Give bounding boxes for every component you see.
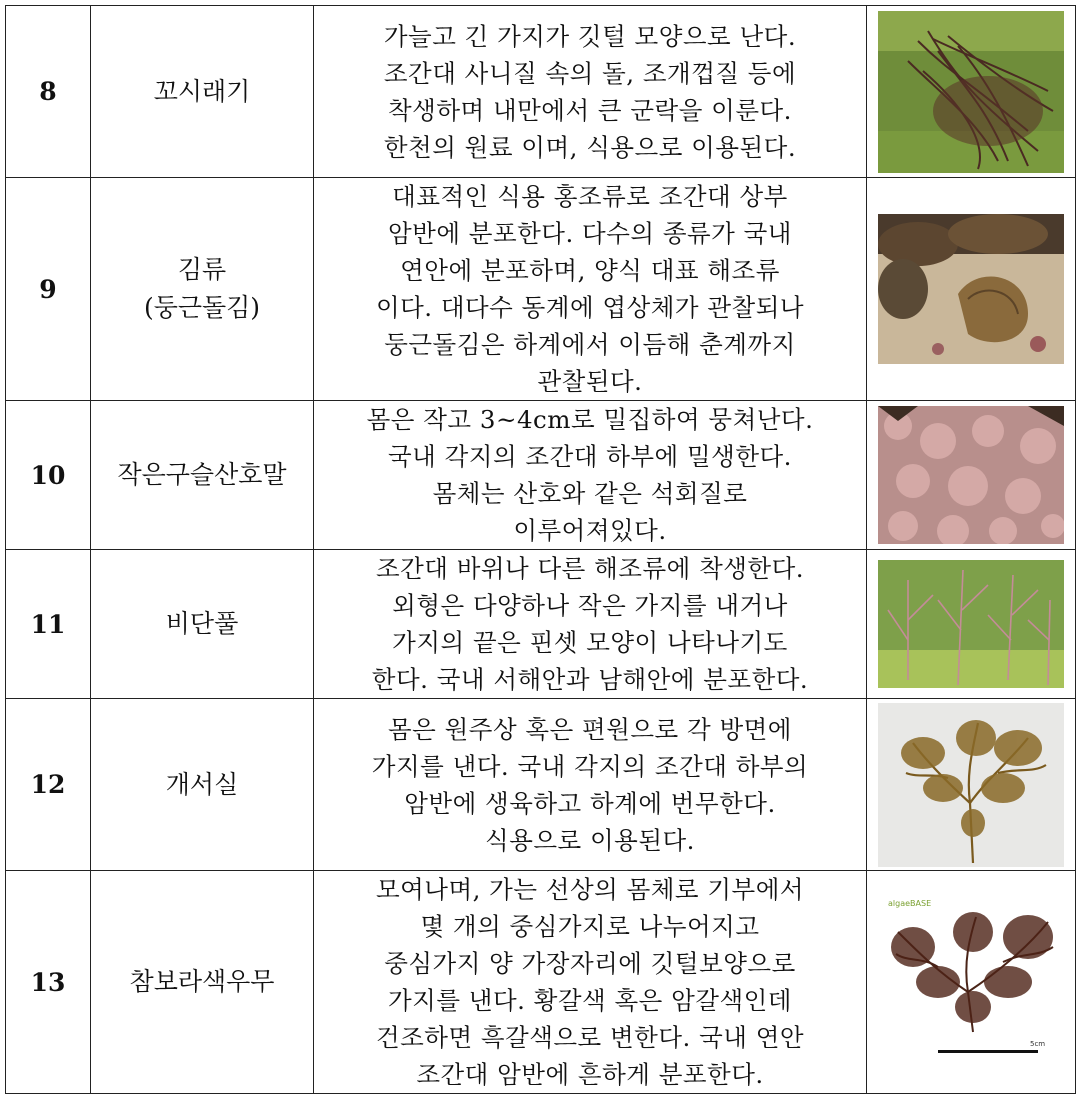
table-row [6,699,1076,871]
species-photo-cell [867,871,1076,1094]
description-line: 조간대 암반에 흔하게 분포한다. [416,1060,764,1089]
species-name-label: 비단풀 [165,609,239,638]
description-line: 가지의 끝은 핀셋 모양이 나타나기도 [392,628,788,657]
description-line: 가지를 낸다. 국내 각지의 조간대 하부의 [371,751,809,781]
description-line: 조간대 사니질 속의 돌, 조개껍질 등에 [383,58,797,88]
description-line: 한천의 원료 이며, 식용으로 이용된다. [383,132,797,162]
species-photo-cell [867,699,1076,871]
species-subname-label: (둥근돌김) [143,293,261,322]
row-number: 10 [6,401,91,550]
species-description [314,178,867,401]
description-line: 대표적인 식용 홍조류로 조간대 상부 [392,182,788,211]
species-name [91,178,314,401]
seaweed-photo-icon [878,703,1064,867]
species-name [91,6,314,178]
description-line: 외형은 다양하나 작은 가지를 내거나 [392,591,788,620]
species-name [91,699,314,871]
description-line: 암반에 생육하고 하계에 번무한다. [404,788,776,818]
description-line: 둥근돌김은 하계에서 이듬해 춘계까지 [384,330,796,359]
description-line: 몸은 원주상 혹은 편원으로 각 방면에 [388,714,792,744]
species-photo-cell [867,401,1076,550]
description-line: 몸체는 산호와 같은 석회질로 [432,479,748,508]
species-name-label: 개서실 [165,769,239,799]
row-number: 8 [6,6,91,178]
description-line: 착생하며 내만에서 큰 군락을 이룬다. [388,95,792,125]
description-line: 건조하면 흑갈색으로 변한다. 국내 연안 [375,1023,805,1052]
species-name [91,871,314,1094]
row-number: 12 [6,699,91,871]
seaweed-photo-icon [878,11,1064,173]
seaweed-photo-icon [878,214,1064,364]
species-name-label: 꼬시래기 [153,76,251,106]
species-description [314,6,867,178]
row-number: 13 [6,871,91,1094]
table-row [6,178,1076,401]
photo-scale-label: 5cm [1030,1040,1046,1048]
description-line: 한다. 국내 서해안과 남해안에 분포한다. [371,665,809,694]
description-line: 식용으로 이용된다. [485,825,695,855]
table-row [6,6,1076,178]
seaweed-photo-icon [878,560,1064,688]
species-name [91,401,314,550]
description-line: 이다. 대다수 동계에 엽상체가 관찰되나 [375,293,805,322]
photo-logo-label: algaeBASE [888,899,932,908]
seaweed-photo-icon [878,892,1064,1072]
species-description [314,550,867,699]
description-line: 모여나며, 가는 선상의 몸체로 기부에서 [375,875,805,904]
species-description [314,699,867,871]
species-name [91,550,314,699]
description-line: 몇 개의 중심가지로 나누어지고 [420,912,760,941]
species-photo-cell [867,550,1076,699]
species-name-label: 참보라색우무 [129,967,275,996]
table-row [6,401,1076,550]
description-line: 몸은 작고 3~4cm로 밀집하여 뭉쳐난다. [366,405,814,434]
species-photo-cell [867,178,1076,401]
seaweed-photo-icon [878,406,1064,544]
table-row [6,550,1076,699]
species-description [314,871,867,1094]
species-photo-cell [867,6,1076,178]
description-line: 조간대 바위나 다른 해조류에 착생한다. [375,554,805,583]
description-line: 가늘고 긴 가지가 깃털 모양으로 난다. [383,21,797,51]
algae-table [5,5,1076,1094]
species-description [314,401,867,550]
species-name-label: 김류 [177,255,227,284]
description-line: 연안에 분포하며, 양식 대표 해조류 [400,256,780,285]
description-line: 암반에 분포한다. 다수의 종류가 국내 [388,219,792,248]
description-line: 가지를 낸다. 황갈색 혹은 암갈색인데 [388,986,792,1015]
description-line: 중심가지 양 가장자리에 깃털보양으로 [384,949,796,978]
row-number: 11 [6,550,91,699]
description-line: 국내 각지의 조간대 하부에 밀생한다. [388,442,792,471]
species-name-label: 작은구슬산호말 [117,460,287,489]
description-line: 관찰된다. [537,367,643,396]
description-line: 이루어져있다. [513,516,667,545]
row-number: 9 [6,178,91,401]
table-row [6,871,1076,1094]
